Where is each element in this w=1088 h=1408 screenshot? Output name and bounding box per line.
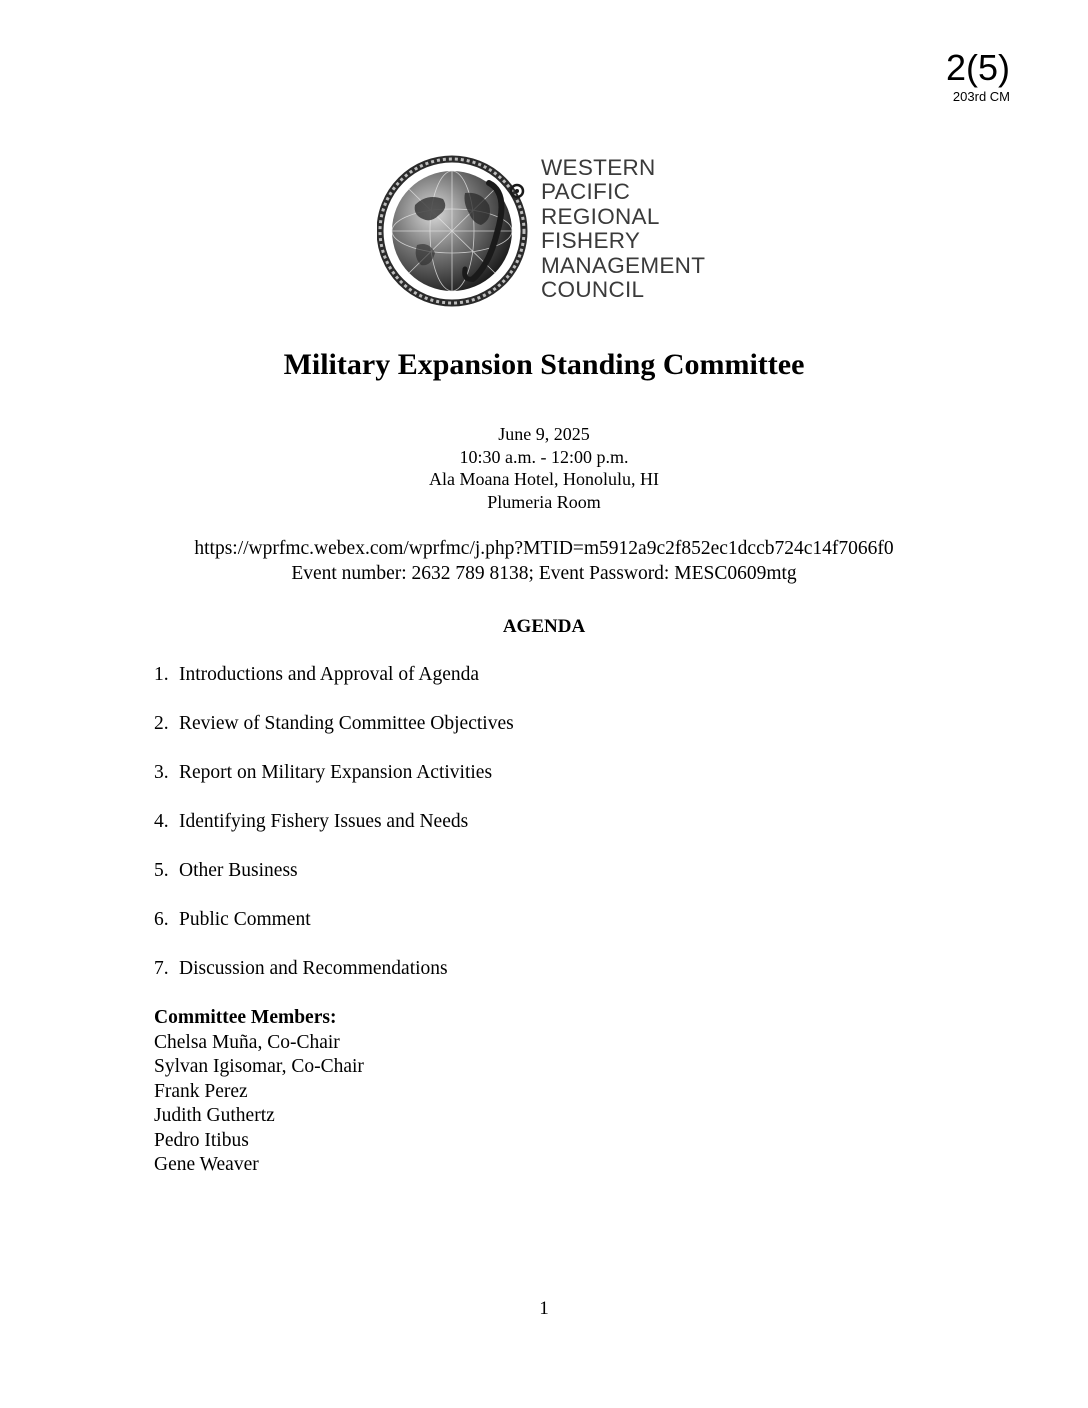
agenda-item-number: 6. (154, 909, 169, 930)
agenda-item (154, 908, 514, 957)
council-name-line: REGIONAL (541, 203, 660, 229)
agenda-item-number: 2. (154, 713, 169, 734)
council-name-line: COUNCIL (541, 277, 645, 303)
document-number: 2(5) (945, 47, 1010, 88)
members-heading: Committee Members: (154, 1007, 337, 1028)
agenda-item-text: Identifying Fishery Issues and Needs (179, 811, 469, 832)
council-name-line: FISHERY (541, 228, 641, 254)
agenda-item-number: 4. (154, 811, 169, 832)
webex-link[interactable]: https://wprfmc.webex.com/wprfmc/j.php?MTID=m5912a9c2f852ec1dccb724c14f7066f0 (194, 538, 894, 559)
page-number: 1 (539, 1298, 549, 1319)
agenda-item (154, 859, 514, 908)
meeting-room: Plumeria Room (487, 492, 601, 513)
agenda-item-number: 1. (154, 664, 169, 685)
agenda-item-number: 5. (154, 860, 169, 881)
member-name: Pedro Itibus (154, 1129, 249, 1151)
document-id (945, 47, 1010, 104)
agenda-item-text: Discussion and Recommendations (179, 958, 448, 979)
agenda-item-number: 7. (154, 958, 169, 979)
agenda-item (154, 957, 514, 1006)
agenda-item-text: Introductions and Approval of Agenda (179, 664, 480, 685)
council-name-line: WESTERN (541, 155, 656, 180)
meeting-location: Ala Moana Hotel, Honolulu, HI (429, 469, 659, 490)
council-name-line: MANAGEMENT (541, 252, 706, 278)
member-name: Gene Weaver (154, 1154, 259, 1175)
agenda-item (154, 663, 514, 712)
member-name: Sylvan Igisomar, Co-Chair (154, 1056, 364, 1077)
council-name-line: PACIFIC (541, 179, 631, 205)
agenda-heading: AGENDA (502, 616, 586, 637)
council-name (541, 156, 705, 302)
meeting-number: 203rd CM (952, 89, 1010, 104)
meeting-date: June 9, 2025 (498, 424, 590, 444)
council-logo (377, 153, 717, 308)
member-name: Chelsa Muña, Co-Chair (154, 1031, 340, 1053)
agenda-list (154, 663, 514, 1006)
agenda-item-text: Report on Military Expansion Activities (179, 762, 493, 783)
agenda-item (154, 810, 514, 859)
event-details: Event number: 2632 789 8138; Event Password: MESC0609mtg (291, 562, 797, 584)
webex-info (0, 537, 1088, 586)
agenda-item-text: Public Comment (179, 909, 311, 930)
agenda-item (154, 761, 514, 810)
member-name: Judith Guthertz (154, 1105, 275, 1126)
agenda-item (154, 712, 514, 761)
document-title: Military Expansion Standing Committee (283, 348, 805, 381)
globe-emblem-icon (377, 153, 532, 308)
agenda-item-text: Other Business (179, 860, 298, 881)
agenda-item-number: 3. (154, 762, 169, 783)
agenda-item-text: Review of Standing Committee Objectives (179, 713, 514, 734)
committee-members (154, 1006, 364, 1178)
meeting-info (0, 423, 1088, 514)
meeting-time: 10:30 a.m. - 12:00 p.m. (459, 446, 629, 467)
member-name: Frank Perez (154, 1080, 248, 1102)
